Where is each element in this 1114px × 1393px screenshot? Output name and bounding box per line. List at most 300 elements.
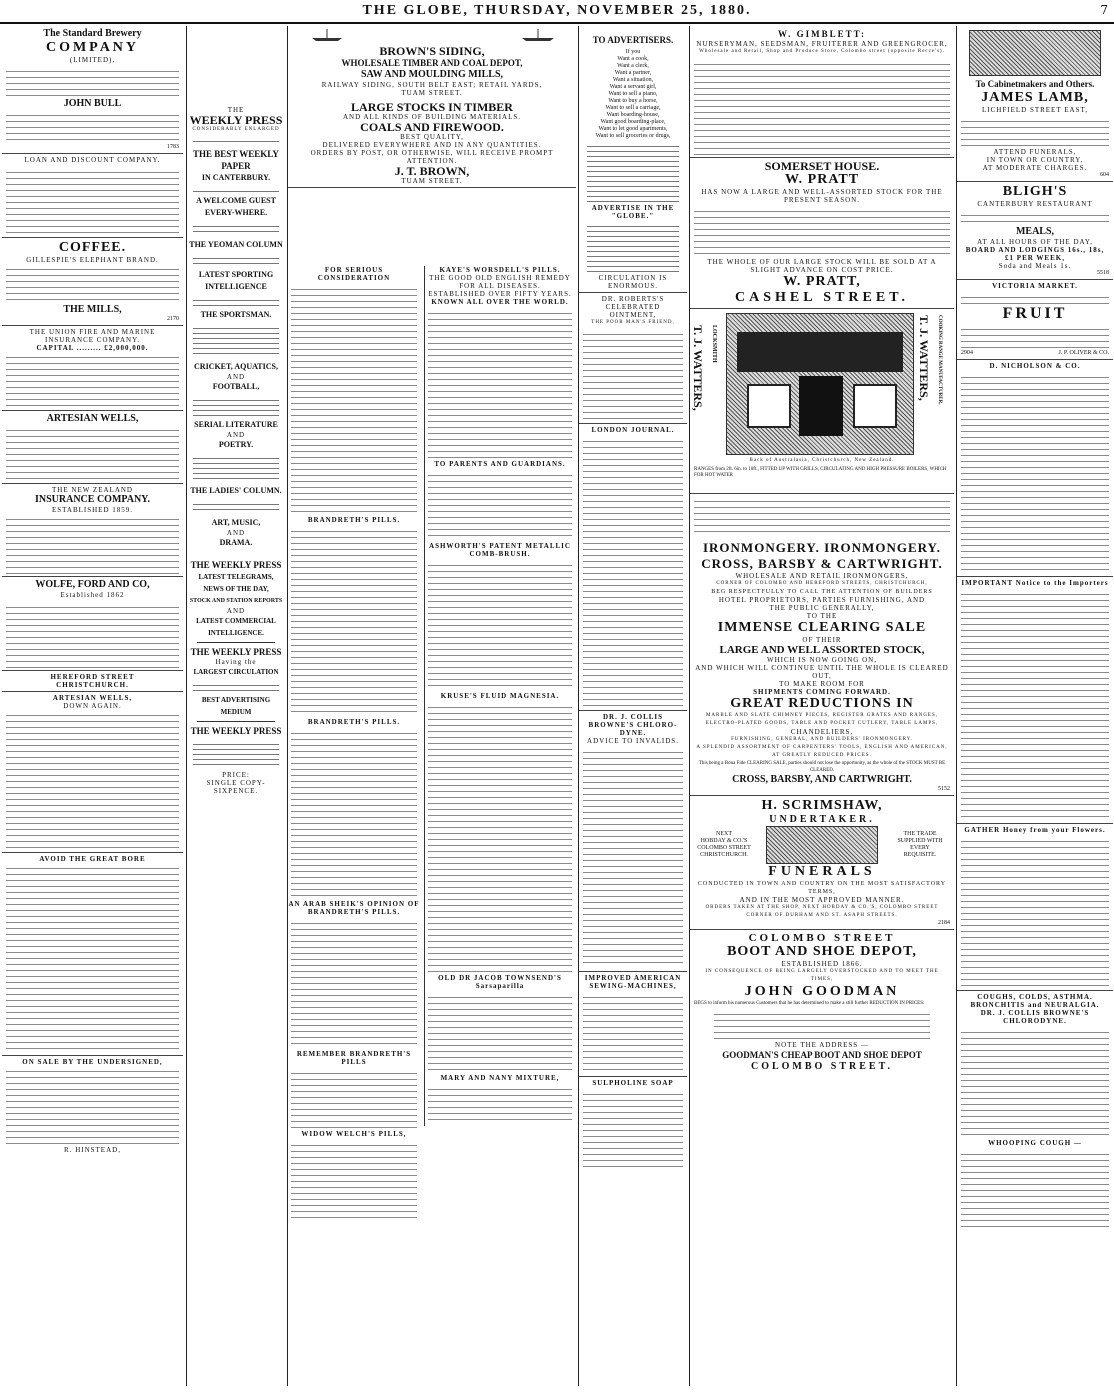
- column-1: [2, 26, 183, 1386]
- bligh-ad: [957, 182, 1113, 280]
- weekly-canterbury: IN CANTERBURY.: [201, 173, 271, 182]
- bligh-code: 5518: [1097, 270, 1109, 276]
- ironmongery-shipments: SHIPMENTS COMING FORWARD.: [753, 688, 891, 696]
- ironmongery-going: WHICH IS NOW GOING ON,: [767, 656, 877, 664]
- brewery-ad: [2, 26, 183, 154]
- weekly-press-4: THE WEEKLY PRESS: [190, 726, 282, 736]
- weekly-note12: [193, 740, 279, 768]
- advertisers-more: [587, 142, 679, 202]
- wolfe-body: [6, 602, 179, 668]
- ironmongery-marble: MARBLE AND SLATE CHIMNEY PIECES, REGISTER GRATES AND RANGES,: [705, 713, 939, 718]
- column-4: [578, 26, 687, 1386]
- chlorodyne-browne: DR. J. COLLIS BROWNE'S CHLORODYNE.: [980, 1009, 1090, 1025]
- gimblett-body: [694, 59, 950, 155]
- coffee-code: 2170: [167, 316, 179, 322]
- watters-ad: [690, 309, 954, 494]
- hearse-carriage-engraving: [969, 30, 1101, 76]
- poem-line: Want a clerk,: [617, 63, 649, 69]
- browns-quality: BEST QUALITY,: [400, 133, 464, 141]
- browne-ad: [579, 711, 687, 972]
- weekly-note2: [193, 187, 279, 192]
- watters-right-sub: COOKING RANGE MANUFACTURER,: [937, 315, 942, 405]
- scrimshaw-colombo: COLOMBO STREET: [697, 845, 751, 851]
- lamb-funerals: ATTEND FUNERALS,: [993, 148, 1077, 156]
- important-body: [961, 589, 1109, 819]
- ironmongery-immense: IMMENSE CLEARING SALE: [717, 620, 927, 635]
- goodman-name: JOHN GOODMAN: [744, 984, 900, 999]
- poem-line: Want to buy a horse,: [608, 98, 658, 104]
- lamb-moderate: AT MODERATE CHARGES.: [982, 164, 1088, 172]
- sale-title: ON SALE BY THE UNDERSIGNED,: [22, 1058, 163, 1066]
- weekly-news: NEWS OF THE DAY,: [203, 585, 269, 593]
- advertisers-globe: ADVERTISE IN THE "GLOBE.": [591, 204, 675, 220]
- poem-line: If you: [625, 49, 641, 55]
- ironmongery-room: TO MAKE ROOM FOR: [779, 680, 865, 688]
- browns-tuam: TUAM STREET.: [401, 89, 463, 97]
- bligh-hours: AT ALL HOURS OF THE DAY,: [977, 238, 1093, 246]
- somerset-pratt: W. PRATT: [784, 172, 860, 187]
- lamb-country: IN TOWN OR COUNTRY,: [986, 156, 1084, 164]
- weekly-sportsman: THE SPORTSMAN.: [200, 310, 272, 319]
- artesian-title: ARTESIAN WELLS,: [46, 413, 139, 424]
- ironmongery-hotel: HOTEL PROPRIETORS, PARTIES FURNISHING, AND: [718, 596, 926, 604]
- advertisers-poem: [583, 49, 683, 140]
- poem-line: Want a situation,: [612, 77, 654, 83]
- poem-line: Want boarding-house,: [606, 112, 660, 118]
- artesian-body: [6, 425, 179, 481]
- weekly-note5: [193, 296, 279, 306]
- goodman-ad: [690, 930, 954, 1075]
- watters-left: T. J. WATTERS,: [691, 325, 705, 411]
- ironmongery-public: THE PUBLIC GENERALLY,: [769, 604, 875, 612]
- column-2: [186, 26, 285, 1386]
- wolfe-est: Established 1862: [60, 591, 125, 599]
- somerset-body: [694, 206, 950, 256]
- sewing-body: [583, 992, 683, 1072]
- lamb-ad: [957, 26, 1113, 182]
- weekly-drama: DRAMA.: [219, 538, 253, 547]
- weekly-note4: [193, 254, 279, 266]
- weekly-advertising: BEST ADVERTISING MEDIUM: [201, 696, 271, 716]
- weekly-having: Having the: [215, 658, 257, 666]
- column-5: [689, 26, 954, 1386]
- ironmongery-chandeliers: CHANDELIERS,: [790, 728, 854, 736]
- ironmongery-cross: CROSS, BARSBY & CARTWRIGHT.: [701, 556, 943, 571]
- browns-saw: SAW AND MOULDING MILLS,: [360, 69, 504, 80]
- kaye-known: KNOWN ALL OVER THE WORLD.: [431, 298, 569, 306]
- serious-title: FOR SERIOUS CONSIDERATION: [317, 266, 391, 282]
- nicholson-ad: [957, 360, 1113, 577]
- brandreth-title-2: BRANDRETH'S PILLS.: [307, 718, 401, 726]
- weekly-stock: STOCK AND STATION REPORTS: [189, 598, 283, 604]
- bore-title: AVOID THE GREAT BORE: [39, 855, 146, 863]
- weekly-note6: [193, 324, 279, 358]
- bore-body: [6, 863, 179, 1053]
- bore-ad: [2, 853, 183, 1056]
- gather-ad: [957, 824, 1113, 991]
- weekly-and2: AND: [226, 431, 246, 439]
- wolfe-title: WOLFE, FORD AND CO,: [35, 579, 150, 590]
- goodman-cheap: GOODMAN'S CHEAP BOOT AND SHOE DEPOT: [722, 1050, 922, 1060]
- goodman-est: ESTABLISHED 1866.: [781, 960, 863, 968]
- ironmongery-cleared: AND WHICH WILL CONTINUE UNTIL THE WHOLE IS CLEARED OUT,: [695, 664, 949, 680]
- weekly-and4: AND: [226, 607, 246, 615]
- ironmongery-wholesale: WHOLESALE AND RETAIL IRONMONGERS,: [735, 572, 909, 580]
- chlorodyne-body: [961, 1027, 1109, 1137]
- john-bull: JOHN BULL: [63, 98, 122, 109]
- browne-title: DR. J. COLLIS BROWNE'S CHLORO-DYNE.: [588, 713, 678, 737]
- weekly-note9: [193, 500, 279, 514]
- remember-body: [291, 1068, 417, 1128]
- brewery-title: The Standard Brewery: [43, 28, 142, 39]
- somerset-ad: [690, 158, 954, 309]
- weekly-press-2: THE WEEKLY PRESS: [190, 560, 282, 570]
- advertisers-more2: [587, 222, 679, 272]
- browns-coals: COALS AND FIREWOOD.: [360, 120, 504, 134]
- bligh-board: BOARD AND LODGINGS 16s., 18s, £1 PER WEEK,: [965, 246, 1105, 262]
- gimblett-nursery: NURSERYMAN, SEEDSMAN, FRUITERER AND GREENGROCER,: [696, 40, 948, 48]
- ashworth-body: [428, 560, 572, 690]
- artesian-ad: [2, 411, 183, 484]
- weekly-telegrams: LATEST TELEGRAMS,: [198, 573, 274, 581]
- sale-body: [6, 1066, 179, 1146]
- artesian2-title: ARTESIAN WELLS,: [52, 694, 133, 702]
- poem-line: Want a cook,: [617, 56, 649, 62]
- kaye-title: KAYE'S WORSDELL'S PILLS.: [439, 266, 561, 274]
- parents-title: TO PARENTS AND GUARDIANS.: [434, 460, 566, 468]
- weekly-note11: [193, 681, 279, 691]
- sale-ad: [2, 1056, 183, 1156]
- scrimshaw-christchurch: CHRISTCHURCH.: [700, 852, 748, 858]
- ironmongery-to: TO THE: [806, 612, 838, 620]
- important-title: IMPORTANT Notice to the Importers: [961, 579, 1109, 587]
- sale-name: R. HINSTEAD,: [64, 1146, 121, 1154]
- goodman-colombo: COLOMBO STREET: [748, 932, 896, 944]
- scrimshaw-orders: ORDERS TAKEN AT THE SHOP, NEXT HOBDAY & CO.'S, COLOMBO STREET: [705, 905, 939, 910]
- soap-ad: [579, 1077, 687, 1173]
- townsend-title: OLD DR JACOB TOWNSEND'S Sarsaparilla: [438, 974, 562, 990]
- insurance-body: [6, 352, 179, 408]
- townsend-body: [428, 992, 572, 1072]
- weekly-the: THE: [227, 106, 245, 114]
- journal-body: [583, 436, 683, 706]
- parents-body: [428, 470, 572, 540]
- remember-title: REMEMBER BRANDRETH'S PILLS: [296, 1050, 412, 1066]
- kaye-remedy: THE GOOD OLD ENGLISH REMEDY FOR ALL DISEASES.: [429, 274, 571, 290]
- scrimshaw-hobday: HOBDAY & CO.'S: [700, 838, 748, 844]
- ship-engraving-icon: [292, 28, 572, 42]
- weekly-note7: [193, 396, 279, 416]
- gimblett-title: W. GIMBLETT:: [777, 29, 866, 39]
- watters-caption: Back of Australasia, Christchurch, New Zealand.: [749, 458, 895, 463]
- widow-title: WIDOW WELCH'S PILLS,: [301, 1130, 407, 1138]
- artesian2-sub: DOWN AGAIN.: [63, 702, 122, 710]
- wolfe-ad: [2, 577, 183, 671]
- weekly-poetry: POETRY.: [218, 440, 254, 449]
- weekly-note8: [193, 454, 279, 482]
- hereford-title: HEREFORD STREET: [50, 673, 135, 681]
- important-ad: [957, 577, 1113, 824]
- ironmongery-their: OF THEIR: [802, 636, 842, 644]
- col3-left: [288, 266, 420, 1222]
- coffee-ad: [2, 238, 183, 326]
- ironmongery-beg: BEG RESPECTFULLY TO CALL THE ATTENTION OF BUILDERS: [711, 589, 933, 595]
- lamb-cabinet: To Cabinetmakers and Others.: [975, 79, 1095, 89]
- ironmongery-reductions: GREAT REDUCTIONS IN: [730, 696, 914, 711]
- goodman-overstock: IN CONSEQUENCE OF BEING LARGELY OVERSTOCKED AND TO MEET THE TIMES,: [705, 969, 939, 982]
- whooping-body: [961, 1149, 1109, 1229]
- ironmongery-corner: CORNER OF COLOMBO AND HEREFORD STREETS, CHRISTCHURCH,: [716, 581, 928, 586]
- kaye-fifty: ESTABLISHED OVER FIFTY YEARS.: [428, 290, 572, 298]
- weekly-sporting: LATEST SPORTING INTELLIGENCE: [198, 270, 274, 291]
- soap-title: SULPHOLINE SOAP: [592, 1079, 674, 1087]
- coffee-body: [6, 264, 179, 304]
- scrimshaw-undertaker: UNDERTAKER.: [769, 814, 875, 825]
- weekly-serial: SERIAL LITERATURE: [194, 420, 278, 429]
- weekly-and3: AND: [226, 529, 246, 537]
- page-number: 7: [1100, 3, 1108, 17]
- brewery-body: [6, 110, 179, 144]
- watters-left-sub: LOCKSMITH: [711, 325, 717, 363]
- browns-railway: RAILWAY SIDING, SOUTH BELT EAST; RETAIL YARDS,: [321, 81, 543, 89]
- weekly-and: AND: [226, 373, 246, 381]
- kruse-body: [428, 702, 572, 972]
- ashworth-title: ASHWORTH'S PATENT METALLIC COMB-BRUSH.: [429, 542, 571, 558]
- roberts-friend: THE POOR MAN'S FRIEND,: [591, 320, 675, 325]
- bligh-restaurant: CANTERBURY RESTAURANT: [977, 200, 1093, 208]
- browne-body: [583, 747, 683, 967]
- poem-line: Want to sell a carriage,: [605, 105, 661, 111]
- journal-title: LONDON JOURNAL.: [591, 426, 675, 434]
- nz-name: INSURANCE COMPANY.: [34, 494, 150, 505]
- gimblett-ad: [690, 26, 954, 158]
- brandreth-body-2: [291, 728, 417, 898]
- ironmongery-genuine: This being a Bona Fide CLEARING SALE, parties should not lose the opportunity, as the whole of the STOCK MUST BE CLEARED.: [698, 761, 946, 773]
- scrimshaw-next: NEXT: [716, 831, 732, 837]
- ironmongery-cross2: CROSS, BARSBY, AND CARTWRIGHT.: [732, 774, 912, 785]
- weekly-enlarged: CONSIDERABLY ENLARGED: [192, 127, 280, 132]
- goodman-begs: BEGS to inform his numerous Customers that he has determined to make a still further REDUCTION IN PRICES:: [694, 1001, 925, 1006]
- watters-right: T. J. WATTERS,: [917, 315, 931, 401]
- coffee-mills: THE MILLS,: [63, 304, 122, 315]
- insurance-capital: CAPITAL ......... £2,000,000.: [36, 344, 149, 352]
- loan-body: [6, 167, 179, 235]
- victoria-body: [961, 292, 1109, 304]
- artesian2-ad: [2, 692, 183, 853]
- loan-ad: [2, 154, 183, 238]
- bligh-meals: MEALS,: [1015, 226, 1055, 237]
- arab-body: [291, 918, 417, 1048]
- cooking-range-engraving: [726, 313, 914, 455]
- lamb-lichfield: LICHFIELD STREET EAST,: [982, 106, 1088, 114]
- roberts-title: DR. ROBERTS'S: [601, 295, 665, 303]
- weekly-welcome: A WELCOME GUEST EVERY-WHERE.: [196, 196, 276, 217]
- somerset-title: SOMERSET HOUSE.: [764, 159, 880, 173]
- weekly-ladies: THE LADIES' COLUMN.: [190, 486, 282, 495]
- kruse-title: KRUSE'S FLUID MAGNESIA.: [440, 692, 560, 700]
- somerset-large: HAS NOW A LARGE AND WELL-ASSORTED STOCK FOR THE PRESENT SEASON.: [701, 188, 943, 204]
- newspaper-dateline: THE GLOBE, THURSDAY, NOVEMBER 25, 1880.: [362, 3, 752, 18]
- masthead: [0, 0, 1114, 24]
- col3-right: [424, 266, 575, 1126]
- gather-title: GATHER Honey from your Flowers.: [964, 826, 1106, 834]
- hereford-town: CHRISTCHURCH.: [56, 681, 129, 689]
- weekly-yeoman: THE YEOMAN COLUMN: [189, 240, 283, 249]
- brewery-text: [6, 66, 179, 96]
- coffee-brand: GILLESPIE'S ELEPHANT BRAND.: [26, 256, 159, 264]
- sewing-ad: [579, 972, 687, 1077]
- insurance-ad: [2, 326, 183, 411]
- ironmongery-title: IRONMONGERY. IRONMONGERY.: [702, 540, 941, 555]
- scrimshaw-code: 2184: [938, 920, 950, 926]
- roberts-body: [583, 329, 683, 419]
- weekly-cricket: CRICKET, AQUATICS,: [194, 362, 278, 371]
- weekly-commercial: LATEST COMMERCIAL INTELLIGENCE.: [196, 617, 276, 637]
- brewery-limited: (LIMITED),: [69, 56, 116, 64]
- roberts-ad: [579, 293, 687, 424]
- victoria-oliver: J. P. OLIVER & CO.: [1058, 350, 1109, 356]
- weekly-sixpence: SINGLE COPY-SIXPENCE.: [206, 779, 266, 795]
- poem-line: Want good boarding-place,: [600, 119, 666, 125]
- ironmongery-ad: [690, 538, 954, 796]
- chlorodyne-ad: [957, 991, 1113, 1233]
- brewery-company: COMPANY: [45, 40, 140, 55]
- scrimshaw-supplied: SUPPLIED WITH: [897, 838, 943, 844]
- advertisers-title: TO ADVERTISERS.: [592, 35, 674, 45]
- browns-siding-ad: [288, 26, 576, 188]
- lamb-title: JAMES LAMB,: [981, 90, 1089, 105]
- hearse-engraving: [766, 826, 878, 864]
- weekly-largest: LARGEST CIRCULATION: [193, 668, 279, 676]
- poem-line: Want a servant girl,: [609, 84, 657, 90]
- somerset-pratt2: W. PRATT,: [783, 274, 861, 289]
- bligh-title: BLIGH'S: [1002, 184, 1068, 199]
- browns-jt: J. T. BROWN,: [394, 164, 470, 178]
- ironmongery-code: 5152: [938, 786, 950, 792]
- weekly-note3: [193, 222, 279, 236]
- victoria-code: 2904: [961, 350, 973, 356]
- lamb-code: 604: [1100, 172, 1109, 178]
- scrimshaw-approved: AND IN THE MOST APPROVED MANNER.: [739, 896, 905, 904]
- weekly-art: ART, MUSIC,: [211, 518, 261, 527]
- browns-large: LARGE STOCKS IN TIMBER: [351, 100, 513, 114]
- victoria-fruit: FRUIT: [1002, 305, 1068, 322]
- weekly-press-3: THE WEEKLY PRESS: [190, 647, 282, 657]
- browns-delivered: DELIVERED EVERYWHERE AND IN ANY QUANTITIES.: [322, 141, 542, 149]
- nz-est: ESTABLISHED 1859.: [52, 506, 133, 514]
- goodman-prices: [714, 1009, 930, 1039]
- weekly-press-title: WEEKLY PRESS: [189, 113, 283, 127]
- serious-body: [291, 284, 417, 514]
- ironmongery-splendid: A SPLENDID ASSORTMENT OF CARPENTERS' TOOLS, ENGLISH AND AMERICAN, AT GREATLY REDUCED PRICES.: [696, 745, 948, 758]
- scrimshaw-corner: CORNER OF DURHAM AND ST. ASAPH STREETS.: [746, 913, 898, 918]
- nz-insurance-ad: [2, 484, 183, 577]
- victoria-title: VICTORIA MARKET.: [992, 282, 1078, 290]
- soap-body: [583, 1089, 683, 1169]
- victoria-body2: [961, 324, 1109, 348]
- goodman-note: NOTE THE ADDRESS —: [775, 1041, 869, 1049]
- watters-ranges: RANGES from 2ft. 6in. to 10ft., FITTED UP WITH GRILLS, CIRCULATING AND HIGH PRESSURE BOILERS, WHICH FOR HOT WATER: [694, 467, 947, 478]
- mary-body: [428, 1084, 572, 1124]
- lamb-body: [961, 116, 1109, 146]
- chlorodyne-bronchitis: BRONCHITIS and NEURALGIA.: [970, 1001, 1100, 1009]
- scrimshaw-funerals: FUNERALS: [768, 864, 876, 879]
- goodman-colombo3: COLOMBO STREET.: [750, 1061, 894, 1072]
- browne-invalids: ADVICE TO INVALIDS.: [587, 737, 679, 745]
- brewery-code: 1783: [167, 144, 179, 150]
- ironmongery-furnishing: FURNISHING, GENERAL, AND BUILDERS' IRONMONGERY.: [731, 737, 913, 742]
- widow-body: [291, 1140, 417, 1220]
- browns-title: BROWN'S SIDING,: [379, 44, 485, 58]
- poem-line: Want a partner,: [614, 70, 652, 76]
- bligh-body: [961, 210, 1109, 224]
- ironmongery-electro: ELECTRO-PLATED GOODS, TABLE AND POCKET CUTLERY, TABLE LAMPS,: [705, 721, 939, 726]
- weekly-football: FOOTBALL,: [212, 382, 260, 391]
- poem-line: Want to sell a piano,: [608, 91, 658, 97]
- goodman-boot: BOOT AND SHOE DEPOT,: [727, 944, 917, 959]
- nicholson-body: [961, 372, 1109, 572]
- browns-tuam2: TUAM STREET.: [401, 177, 463, 185]
- weekly-note10: [193, 552, 279, 556]
- loan-title: LOAN AND DISCOUNT COMPANY.: [24, 156, 161, 164]
- column-6: [956, 26, 1113, 1386]
- browns-timber: WHOLESALE TIMBER AND COAL DEPOT,: [341, 58, 523, 68]
- arab-title: AN ARAB SHEIK'S OPINION OF BRANDRETH'S PILLS.: [288, 900, 420, 916]
- whooping-title: WHOOPING COUGH —: [988, 1139, 1082, 1147]
- brandreth-body: [291, 526, 417, 716]
- artesian2-body: [6, 710, 179, 850]
- weekly-price: PRICE:: [222, 771, 250, 779]
- poem-line: Want to sell groceries or drugs,: [595, 133, 671, 139]
- weekly-note: [193, 137, 279, 145]
- poem-line: Want to let good apartments,: [598, 126, 668, 132]
- nz-title: THE NEW ZEALAND: [52, 486, 133, 494]
- somerset-cashel: CASHEL STREET.: [734, 290, 909, 305]
- browns-all: AND ALL KINDS OF BUILDING MATERIALS.: [342, 113, 522, 121]
- column-3: [287, 26, 576, 1386]
- bligh-soda: Soda and Meals 1s.: [998, 262, 1072, 270]
- chlorodyne-coughs: COUGHS, COLDS, ASTHMA.: [977, 993, 1093, 1001]
- advertisers-ad: [579, 26, 687, 293]
- journal-ad: [579, 424, 687, 711]
- nicholson-title: D. NICHOLSON & CO.: [989, 362, 1081, 370]
- weekly-best: THE BEST WEEKLY PAPER: [193, 149, 279, 171]
- scrimshaw-ad: [690, 796, 954, 930]
- gimblett-wholesale: Wholesale and Retail, Shop and Produce Store, Colombo street (opposite Recce's).: [699, 49, 945, 54]
- ironmongery-assorted: LARGE AND WELL ASSORTED STOCK,: [719, 644, 925, 656]
- watters-prices: [694, 496, 950, 536]
- hereford-ad: [2, 671, 183, 692]
- insurance-title: THE UNION FIRE AND MARINE INSURANCE COMPANY.: [29, 328, 156, 344]
- coffee-title: COFFEE.: [58, 240, 127, 255]
- mary-title: MARY AND NANY MIXTURE,: [440, 1074, 560, 1082]
- gather-body: [961, 836, 1109, 986]
- sewing-title: IMPROVED AMERICAN SEWING-MACHINES,: [584, 974, 682, 990]
- brandreth-title: BRANDRETH'S PILLS.: [307, 516, 401, 524]
- scrimshaw-title: H. SCRIMSHAW,: [761, 798, 883, 813]
- kaye-body: [428, 308, 572, 458]
- scrimshaw-every: EVERY: [910, 845, 930, 851]
- advertisers-circ: CIRCULATION IS ENORMOUS.: [598, 274, 668, 290]
- scrimshaw-requisite: REQUISITE.: [903, 852, 937, 858]
- victoria-ad: [957, 280, 1113, 360]
- scrimshaw-conducted: CONDUCTED IN TOWN AND COUNTRY ON THE MOST SATISFACTORY TERMS,: [697, 881, 947, 895]
- somerset-whole: THE WHOLE OF OUR LARGE STOCK WILL BE SOLD AT A SLIGHT ADVANCE ON COST PRICE.: [707, 258, 937, 274]
- scrimshaw-trade: THE TRADE: [903, 831, 937, 837]
- browns-orders: ORDERS BY POST, OR OTHERWISE, WILL RECEIVE PROMPT ATTENTION.: [310, 149, 554, 165]
- nz-body: [6, 514, 179, 574]
- roberts-ointment: CELEBRATED OINTMENT,: [605, 303, 661, 319]
